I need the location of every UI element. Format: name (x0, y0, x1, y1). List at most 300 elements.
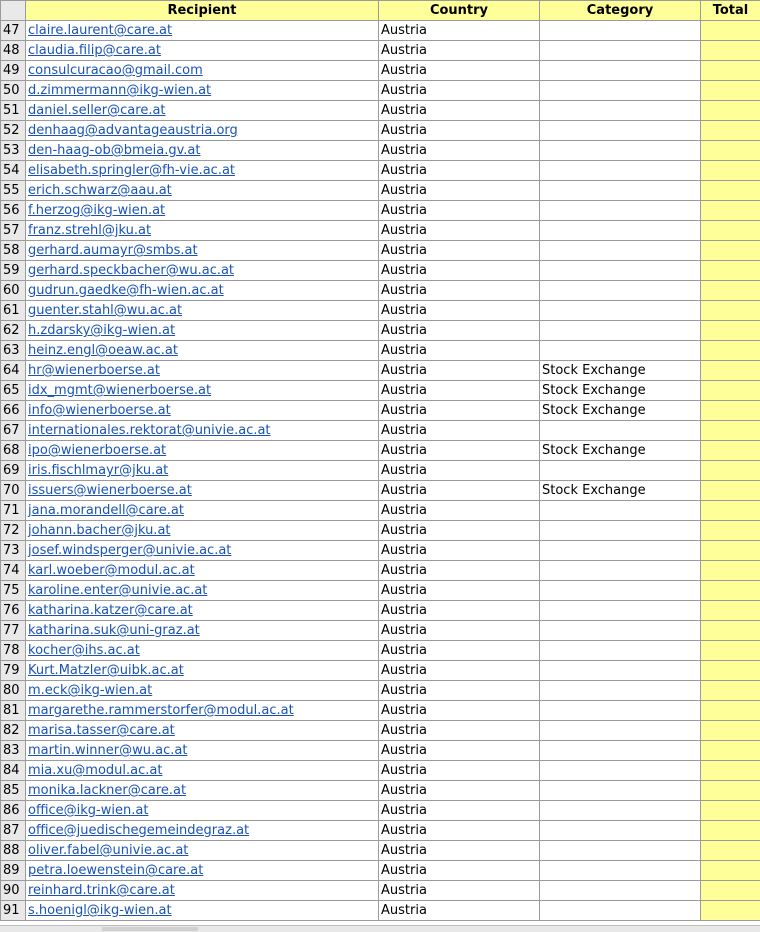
total-cell[interactable] (701, 621, 760, 641)
row-number[interactable]: 86 (1, 801, 26, 821)
recipient-cell[interactable] (26, 721, 379, 741)
table-row[interactable] (1, 641, 760, 661)
category-cell[interactable] (540, 181, 701, 201)
recipient-cell[interactable] (26, 21, 379, 41)
table-row[interactable] (1, 801, 760, 821)
row-number[interactable]: 61 (1, 301, 26, 321)
table-row[interactable] (1, 781, 760, 801)
total-cell[interactable] (701, 761, 760, 781)
recipient-email-link[interactable]: elisabeth.springler@fh-vie.ac.at (28, 163, 235, 178)
country-cell[interactable]: Austria (379, 301, 540, 321)
recipient-email-link[interactable]: monika.lackner@care.at (28, 783, 186, 798)
row-number[interactable]: 67 (1, 421, 26, 441)
recipient-cell[interactable] (26, 821, 379, 841)
category-cell[interactable] (540, 201, 701, 221)
row-number[interactable]: 48 (1, 41, 26, 61)
country-cell[interactable]: Austria (379, 841, 540, 861)
recipient-cell[interactable] (26, 601, 379, 621)
table-row[interactable] (1, 501, 760, 521)
category-cell[interactable] (540, 21, 701, 41)
country-cell[interactable]: Austria (379, 261, 540, 281)
category-cell[interactable] (540, 541, 701, 561)
recipient-email-link[interactable]: karl.woeber@modul.ac.at (28, 563, 195, 578)
recipient-email-link[interactable]: iris.fischlmayr@jku.at (28, 463, 168, 478)
recipient-cell[interactable] (26, 321, 379, 341)
row-number[interactable]: 59 (1, 261, 26, 281)
row-number[interactable]: 60 (1, 281, 26, 301)
table-row[interactable] (1, 741, 760, 761)
country-cell[interactable]: Austria (379, 561, 540, 581)
category-cell[interactable] (540, 841, 701, 861)
recipient-cell[interactable] (26, 521, 379, 541)
table-row[interactable] (1, 881, 760, 901)
country-cell[interactable]: Austria (379, 781, 540, 801)
row-number[interactable]: 47 (1, 21, 26, 41)
total-cell[interactable] (701, 221, 760, 241)
country-cell[interactable]: Austria (379, 441, 540, 461)
category-cell[interactable] (540, 461, 701, 481)
recipient-email-link[interactable]: gerhard.speckbacher@wu.ac.at (28, 263, 234, 278)
recipient-email-link[interactable]: gudrun.gaedke@fh-wien.ac.at (28, 283, 224, 298)
table-row[interactable] (1, 121, 760, 141)
table-row[interactable] (1, 421, 760, 441)
table-row[interactable] (1, 601, 760, 621)
total-cell[interactable] (701, 201, 760, 221)
recipient-email-link[interactable]: f.herzog@ikg-wien.at (28, 203, 165, 218)
country-cell[interactable]: Austria (379, 901, 540, 921)
table-row[interactable] (1, 241, 760, 261)
recipient-email-link[interactable]: johann.bacher@jku.at (28, 523, 171, 538)
category-cell[interactable] (540, 261, 701, 281)
recipient-cell[interactable] (26, 121, 379, 141)
total-cell[interactable] (701, 701, 760, 721)
country-cell[interactable]: Austria (379, 741, 540, 761)
table-row[interactable] (1, 561, 760, 581)
row-number[interactable]: 71 (1, 501, 26, 521)
row-number[interactable]: 55 (1, 181, 26, 201)
row-number[interactable]: 84 (1, 761, 26, 781)
recipient-cell[interactable] (26, 81, 379, 101)
table-row[interactable] (1, 301, 760, 321)
category-cell[interactable]: Stock Exchange (540, 401, 701, 421)
recipient-email-link[interactable]: mia.xu@modul.ac.at (28, 763, 162, 778)
total-cell[interactable] (701, 101, 760, 121)
country-cell[interactable]: Austria (379, 881, 540, 901)
total-cell[interactable] (701, 801, 760, 821)
category-cell[interactable] (540, 341, 701, 361)
table-row[interactable] (1, 901, 760, 921)
total-cell[interactable] (701, 41, 760, 61)
category-cell[interactable] (540, 581, 701, 601)
recipient-cell[interactable] (26, 541, 379, 561)
recipient-email-link[interactable]: office@juedischegemeindegraz.at (28, 823, 249, 838)
total-cell[interactable] (701, 181, 760, 201)
table-row[interactable] (1, 661, 760, 681)
country-cell[interactable]: Austria (379, 861, 540, 881)
country-cell[interactable]: Austria (379, 801, 540, 821)
recipient-email-link[interactable]: marisa.tasser@care.at (28, 723, 175, 738)
row-number[interactable]: 63 (1, 341, 26, 361)
row-number-header[interactable] (1, 1, 26, 21)
category-cell[interactable] (540, 221, 701, 241)
row-number[interactable]: 53 (1, 141, 26, 161)
country-cell[interactable]: Austria (379, 61, 540, 81)
recipient-email-link[interactable]: oliver.fabel@univie.ac.at (28, 843, 188, 858)
country-cell[interactable]: Austria (379, 641, 540, 661)
country-cell[interactable]: Austria (379, 761, 540, 781)
category-cell[interactable] (540, 641, 701, 661)
recipient-email-link[interactable]: jana.morandell@care.at (28, 503, 184, 518)
recipient-email-link[interactable]: franz.strehl@jku.at (28, 223, 151, 238)
recipient-cell[interactable] (26, 421, 379, 441)
recipient-email-link[interactable]: claudia.filip@care.at (28, 43, 161, 58)
category-cell[interactable] (540, 61, 701, 81)
row-number[interactable]: 58 (1, 241, 26, 261)
total-cell[interactable] (701, 861, 760, 881)
recipient-cell[interactable] (26, 581, 379, 601)
recipient-email-link[interactable]: ipo@wienerboerse.at (28, 443, 166, 458)
category-cell[interactable] (540, 501, 701, 521)
recipient-email-link[interactable]: idx_mgmt@wienerboerse.at (28, 383, 211, 398)
recipient-cell[interactable] (26, 381, 379, 401)
recipient-email-link[interactable]: d.zimmermann@ikg-wien.at (28, 83, 211, 98)
total-cell[interactable] (701, 241, 760, 261)
table-row[interactable] (1, 161, 760, 181)
recipient-email-link[interactable]: katharina.suk@uni-graz.at (28, 623, 200, 638)
country-cell[interactable]: Austria (379, 421, 540, 441)
category-cell[interactable] (540, 321, 701, 341)
category-cell[interactable] (540, 621, 701, 641)
table-row[interactable] (1, 181, 760, 201)
total-cell[interactable] (701, 601, 760, 621)
country-cell[interactable]: Austria (379, 601, 540, 621)
total-cell[interactable] (701, 421, 760, 441)
recipient-email-link[interactable]: heinz.engl@oeaw.ac.at (28, 343, 178, 358)
total-cell[interactable] (701, 821, 760, 841)
recipient-cell[interactable] (26, 181, 379, 201)
table-row[interactable] (1, 401, 760, 421)
recipient-cell[interactable] (26, 841, 379, 861)
row-number[interactable]: 75 (1, 581, 26, 601)
country-cell[interactable]: Austria (379, 141, 540, 161)
table-row[interactable] (1, 361, 760, 381)
total-cell[interactable] (701, 541, 760, 561)
country-cell[interactable]: Austria (379, 201, 540, 221)
table-row[interactable] (1, 461, 760, 481)
table-row[interactable] (1, 201, 760, 221)
country-cell[interactable]: Austria (379, 81, 540, 101)
country-cell[interactable]: Austria (379, 541, 540, 561)
recipient-email-link[interactable]: gerhard.aumayr@smbs.at (28, 243, 198, 258)
recipient-email-link[interactable]: issuers@wienerboerse.at (28, 483, 192, 498)
category-cell[interactable] (540, 761, 701, 781)
row-number[interactable]: 66 (1, 401, 26, 421)
recipient-cell[interactable] (26, 101, 379, 121)
row-number[interactable]: 91 (1, 901, 26, 921)
recipient-cell[interactable] (26, 201, 379, 221)
recipient-cell[interactable] (26, 681, 379, 701)
table-row[interactable] (1, 841, 760, 861)
recipient-cell[interactable] (26, 881, 379, 901)
total-cell[interactable] (701, 561, 760, 581)
total-cell[interactable] (701, 501, 760, 521)
recipient-email-link[interactable]: margarethe.rammerstorfer@modul.ac.at (28, 703, 294, 718)
category-cell[interactable] (540, 561, 701, 581)
category-cell[interactable] (540, 741, 701, 761)
total-cell[interactable] (701, 481, 760, 501)
country-cell[interactable]: Austria (379, 401, 540, 421)
table-row[interactable] (1, 101, 760, 121)
table-row[interactable] (1, 581, 760, 601)
recipient-email-link[interactable]: daniel.seller@care.at (28, 103, 166, 118)
total-cell[interactable] (701, 261, 760, 281)
table-row[interactable] (1, 281, 760, 301)
row-number[interactable]: 56 (1, 201, 26, 221)
recipient-cell[interactable] (26, 61, 379, 81)
header-country[interactable]: Country (379, 1, 540, 21)
table-row[interactable] (1, 141, 760, 161)
row-number[interactable]: 51 (1, 101, 26, 121)
row-number[interactable]: 82 (1, 721, 26, 741)
row-number[interactable]: 65 (1, 381, 26, 401)
table-row[interactable] (1, 541, 760, 561)
country-cell[interactable]: Austria (379, 821, 540, 841)
total-cell[interactable] (701, 301, 760, 321)
recipient-email-link[interactable]: claire.laurent@care.at (28, 23, 172, 38)
total-cell[interactable] (701, 61, 760, 81)
recipient-email-link[interactable]: consulcuracao@gmail.com (28, 63, 203, 78)
total-cell[interactable] (701, 381, 760, 401)
row-number[interactable]: 77 (1, 621, 26, 641)
row-number[interactable]: 64 (1, 361, 26, 381)
country-cell[interactable]: Austria (379, 521, 540, 541)
row-number[interactable]: 79 (1, 661, 26, 681)
recipient-email-link[interactable]: m.eck@ikg-wien.at (28, 683, 152, 698)
category-cell[interactable]: Stock Exchange (540, 361, 701, 381)
table-row[interactable] (1, 821, 760, 841)
category-cell[interactable] (540, 821, 701, 841)
recipient-email-link[interactable]: josef.windsperger@univie.ac.at (28, 543, 231, 558)
header-total[interactable]: Total (701, 1, 760, 21)
recipient-cell[interactable] (26, 901, 379, 921)
row-number[interactable]: 74 (1, 561, 26, 581)
total-cell[interactable] (701, 841, 760, 861)
category-cell[interactable] (540, 781, 701, 801)
total-cell[interactable] (701, 141, 760, 161)
recipient-cell[interactable] (26, 221, 379, 241)
row-number[interactable]: 76 (1, 601, 26, 621)
table-row[interactable] (1, 861, 760, 881)
country-cell[interactable]: Austria (379, 721, 540, 741)
total-cell[interactable] (701, 21, 760, 41)
country-cell[interactable]: Austria (379, 161, 540, 181)
category-cell[interactable] (540, 161, 701, 181)
recipient-cell[interactable] (26, 501, 379, 521)
recipient-cell[interactable] (26, 561, 379, 581)
category-cell[interactable] (540, 681, 701, 701)
category-cell[interactable] (540, 721, 701, 741)
country-cell[interactable]: Austria (379, 681, 540, 701)
total-cell[interactable] (701, 521, 760, 541)
country-cell[interactable]: Austria (379, 661, 540, 681)
recipient-cell[interactable] (26, 281, 379, 301)
header-category[interactable]: Category (540, 1, 701, 21)
row-number[interactable]: 81 (1, 701, 26, 721)
total-cell[interactable] (701, 401, 760, 421)
total-cell[interactable] (701, 121, 760, 141)
country-cell[interactable]: Austria (379, 101, 540, 121)
recipient-cell[interactable] (26, 661, 379, 681)
row-number[interactable]: 49 (1, 61, 26, 81)
total-cell[interactable] (701, 281, 760, 301)
recipient-cell[interactable] (26, 241, 379, 261)
table-row[interactable] (1, 21, 760, 41)
category-cell[interactable] (540, 881, 701, 901)
category-cell[interactable]: Stock Exchange (540, 481, 701, 501)
recipient-email-link[interactable]: office@ikg-wien.at (28, 803, 148, 818)
table-row[interactable] (1, 221, 760, 241)
table-row[interactable] (1, 521, 760, 541)
category-cell[interactable] (540, 661, 701, 681)
table-row[interactable] (1, 621, 760, 641)
category-cell[interactable] (540, 861, 701, 881)
row-number[interactable]: 73 (1, 541, 26, 561)
recipient-cell[interactable] (26, 761, 379, 781)
total-cell[interactable] (701, 741, 760, 761)
recipient-email-link[interactable]: kocher@ihs.ac.at (28, 643, 140, 658)
table-row[interactable] (1, 41, 760, 61)
total-cell[interactable] (701, 161, 760, 181)
row-number[interactable]: 62 (1, 321, 26, 341)
recipient-email-link[interactable]: hr@wienerboerse.at (28, 363, 160, 378)
table-row[interactable] (1, 81, 760, 101)
country-cell[interactable]: Austria (379, 361, 540, 381)
recipient-email-link[interactable]: den-haag-ob@bmeia.gv.at (28, 143, 201, 158)
table-row[interactable] (1, 341, 760, 361)
table-row[interactable] (1, 761, 760, 781)
total-cell[interactable] (701, 81, 760, 101)
recipient-cell[interactable] (26, 141, 379, 161)
country-cell[interactable]: Austria (379, 21, 540, 41)
recipient-cell[interactable] (26, 261, 379, 281)
category-cell[interactable] (540, 141, 701, 161)
total-cell[interactable] (701, 721, 760, 741)
recipient-cell[interactable] (26, 861, 379, 881)
category-cell[interactable]: Stock Exchange (540, 441, 701, 461)
total-cell[interactable] (701, 581, 760, 601)
row-number[interactable]: 83 (1, 741, 26, 761)
recipient-email-link[interactable]: katharina.katzer@care.at (28, 603, 193, 618)
recipient-cell[interactable] (26, 341, 379, 361)
row-number[interactable]: 50 (1, 81, 26, 101)
row-number[interactable]: 87 (1, 821, 26, 841)
recipient-email-link[interactable]: guenter.stahl@wu.ac.at (28, 303, 182, 318)
total-cell[interactable] (701, 901, 760, 921)
row-number[interactable]: 69 (1, 461, 26, 481)
recipient-email-link[interactable]: martin.winner@wu.ac.at (28, 743, 187, 758)
recipient-cell[interactable] (26, 401, 379, 421)
recipient-cell[interactable] (26, 741, 379, 761)
category-cell[interactable] (540, 81, 701, 101)
row-number[interactable]: 80 (1, 681, 26, 701)
recipient-email-link[interactable]: h.zdarsky@ikg-wien.at (28, 323, 175, 338)
category-cell[interactable] (540, 901, 701, 921)
country-cell[interactable]: Austria (379, 281, 540, 301)
row-number[interactable]: 90 (1, 881, 26, 901)
country-cell[interactable]: Austria (379, 481, 540, 501)
recipient-email-link[interactable]: s.hoenigl@ikg-wien.at (28, 903, 172, 918)
recipient-cell[interactable] (26, 361, 379, 381)
total-cell[interactable] (701, 661, 760, 681)
total-cell[interactable] (701, 461, 760, 481)
country-cell[interactable]: Austria (379, 341, 540, 361)
country-cell[interactable]: Austria (379, 581, 540, 601)
category-cell[interactable] (540, 101, 701, 121)
category-cell[interactable] (540, 41, 701, 61)
country-cell[interactable]: Austria (379, 121, 540, 141)
table-row[interactable] (1, 321, 760, 341)
recipient-cell[interactable] (26, 461, 379, 481)
total-cell[interactable] (701, 681, 760, 701)
country-cell[interactable]: Austria (379, 221, 540, 241)
recipient-email-link[interactable]: karoline.enter@univie.ac.at (28, 583, 207, 598)
recipient-email-link[interactable]: internationales.rektorat@univie.ac.at (28, 423, 271, 438)
total-cell[interactable] (701, 881, 760, 901)
country-cell[interactable]: Austria (379, 701, 540, 721)
recipient-cell[interactable] (26, 41, 379, 61)
recipient-cell[interactable] (26, 621, 379, 641)
category-cell[interactable] (540, 421, 701, 441)
total-cell[interactable] (701, 361, 760, 381)
country-cell[interactable]: Austria (379, 41, 540, 61)
recipient-cell[interactable] (26, 301, 379, 321)
table-row[interactable] (1, 721, 760, 741)
category-cell[interactable] (540, 801, 701, 821)
country-cell[interactable]: Austria (379, 241, 540, 261)
category-cell[interactable] (540, 521, 701, 541)
row-number[interactable]: 52 (1, 121, 26, 141)
category-cell[interactable] (540, 121, 701, 141)
recipient-email-link[interactable]: reinhard.trink@care.at (28, 883, 175, 898)
category-cell[interactable] (540, 301, 701, 321)
recipient-cell[interactable] (26, 781, 379, 801)
recipient-email-link[interactable]: denhaag@advantageaustria.org (28, 123, 238, 138)
category-cell[interactable] (540, 701, 701, 721)
recipient-email-link[interactable]: Kurt.Matzler@uibk.ac.at (28, 663, 184, 678)
table-row[interactable] (1, 261, 760, 281)
row-number[interactable]: 54 (1, 161, 26, 181)
country-cell[interactable]: Austria (379, 501, 540, 521)
category-cell[interactable]: Stock Exchange (540, 381, 701, 401)
country-cell[interactable]: Austria (379, 621, 540, 641)
row-number[interactable]: 88 (1, 841, 26, 861)
category-cell[interactable] (540, 241, 701, 261)
header-recipient[interactable]: Recipient (26, 1, 379, 21)
row-number[interactable]: 72 (1, 521, 26, 541)
total-cell[interactable] (701, 781, 760, 801)
recipient-cell[interactable] (26, 801, 379, 821)
table-row[interactable] (1, 681, 760, 701)
total-cell[interactable] (701, 341, 760, 361)
total-cell[interactable] (701, 441, 760, 461)
row-number[interactable]: 57 (1, 221, 26, 241)
table-row[interactable] (1, 481, 760, 501)
row-number[interactable]: 70 (1, 481, 26, 501)
table-row[interactable] (1, 441, 760, 461)
recipient-email-link[interactable]: info@wienerboerse.at (28, 403, 171, 418)
recipient-cell[interactable] (26, 441, 379, 461)
country-cell[interactable]: Austria (379, 321, 540, 341)
